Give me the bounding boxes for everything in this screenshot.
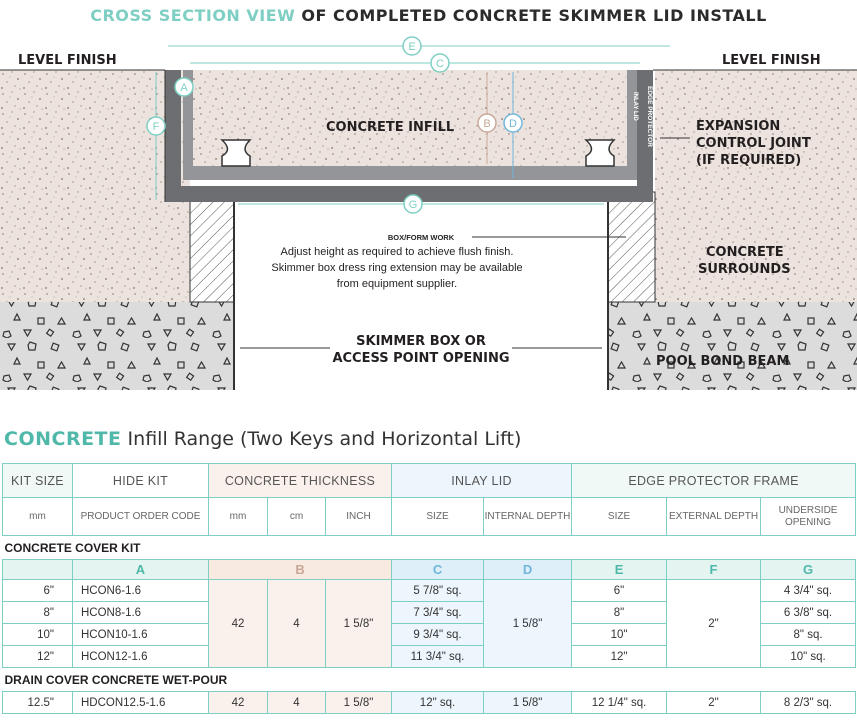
sub-lid-depth: INTERNAL DEPTH xyxy=(484,498,572,536)
cover-code: HCON8-1.6 xyxy=(73,602,209,624)
expansion-line-1: EXPANSION xyxy=(696,119,781,134)
form-work-right xyxy=(608,192,655,302)
table-row xyxy=(3,580,856,602)
cover-frame-size: 6" xyxy=(572,580,667,602)
surrounds-line-2: SURROUNDS xyxy=(698,262,791,277)
drain-under-open: 8 2/3" sq. xyxy=(761,692,856,714)
header-edge-frame: EDGE PROTECTOR FRAME xyxy=(572,464,856,498)
cover-under-open: 6 3/8" sq. xyxy=(761,602,856,624)
cover-thickness-cm: 4 xyxy=(268,580,326,668)
cover-frame-size: 12" xyxy=(572,646,667,668)
header-row xyxy=(3,464,856,498)
drain-lid-depth: 1 5/8" xyxy=(484,692,572,714)
cover-ext-depth: 2" xyxy=(667,580,761,668)
box-note-line-2: Skimmer box dress ring extension may be available xyxy=(271,262,523,274)
marker-c-label: C xyxy=(436,58,444,70)
subheader-row xyxy=(3,498,856,536)
cover-thickness-mm: 42 xyxy=(209,580,268,668)
concrete-infill-label: CONCRETE INFILL xyxy=(326,120,455,135)
box-note-line-3: from equipment supplier. xyxy=(336,278,458,290)
cover-code: HCON6-1.6 xyxy=(73,580,209,602)
drain-thickness-inch: 1 5/8" xyxy=(326,692,392,714)
cover-lid-size: 5 7/8" sq. xyxy=(392,580,484,602)
sub-th-inch: INCH xyxy=(326,498,392,536)
cover-lid-size: 11 3/4" sq. xyxy=(392,646,484,668)
letter-e: E xyxy=(572,560,667,580)
drain-lid-size: 12" sq. xyxy=(392,692,484,714)
surrounds-line-1: CONCRETE xyxy=(706,245,784,260)
marker-f-label: F xyxy=(152,121,160,133)
cover-lid-size: 9 3/4" sq. xyxy=(392,624,484,646)
title-rest: OF COMPLETED CONCRETE SKIMMER LID INSTALL xyxy=(301,6,767,25)
drain-thickness-mm: 42 xyxy=(209,692,268,714)
section-drain-label: DRAIN COVER CONCRETE WET-POUR xyxy=(3,668,856,692)
marker-g-label: G xyxy=(408,199,418,211)
infill-heading-accent: CONCRETE xyxy=(4,428,122,450)
cover-kit-size: 10" xyxy=(3,624,73,646)
letter-blank xyxy=(3,560,73,580)
opening-line-1: SKIMMER BOX OR xyxy=(356,334,486,349)
box-note-line-1: Adjust height as required to achieve flush finish. xyxy=(280,246,514,258)
sub-ext-depth: EXTERNAL DEPTH xyxy=(667,498,761,536)
cover-thickness-inch: 1 5/8" xyxy=(326,580,392,668)
cover-under-open: 4 3/4" sq. xyxy=(761,580,856,602)
sub-under-open: UNDERSIDE OPENING xyxy=(761,498,856,536)
bond-beam-label: POOL BOND BEAM xyxy=(656,354,790,369)
letter-d: D xyxy=(484,560,572,580)
marker-d-label: D xyxy=(509,118,517,130)
key-left xyxy=(222,140,250,166)
sub-mm: mm xyxy=(3,498,73,536)
expansion-line-2: CONTROL JOINT xyxy=(696,136,811,151)
sub-frame-size: SIZE xyxy=(572,498,667,536)
cover-code: HCON10-1.6 xyxy=(73,624,209,646)
title-accent: CROSS SECTION VIEW xyxy=(90,6,296,25)
sub-product-code: PRODUCT ORDER CODE xyxy=(73,498,209,536)
level-finish-left: LEVEL FINISH xyxy=(18,53,117,68)
cover-lid-size: 7 3/4" sq. xyxy=(392,602,484,624)
cover-frame-size: 8" xyxy=(572,602,667,624)
letter-f: F xyxy=(667,560,761,580)
concrete-infill xyxy=(193,70,627,166)
drain-frame-size: 12 1/4" sq. xyxy=(572,692,667,714)
spec-table xyxy=(2,463,856,714)
drain-ext-depth: 2" xyxy=(667,692,761,714)
header-kit-size: KIT SIZE xyxy=(3,464,73,498)
cover-lid-depth: 1 5/8" xyxy=(484,580,572,668)
drain-thickness-cm: 4 xyxy=(268,692,326,714)
form-work-left xyxy=(190,192,234,302)
key-right xyxy=(586,140,614,166)
cover-frame-size: 10" xyxy=(572,624,667,646)
concrete-surround-left xyxy=(0,70,190,302)
cover-kit-size: 8" xyxy=(3,602,73,624)
expansion-line-3: (IF REQUIRED) xyxy=(696,153,802,168)
letter-g: G xyxy=(761,560,856,580)
cover-kit-size: 6" xyxy=(3,580,73,602)
bond-beam-right xyxy=(608,302,857,390)
sub-th-cm: cm xyxy=(268,498,326,536)
letter-row xyxy=(3,560,856,580)
marker-b-label: B xyxy=(483,118,491,130)
sub-th-mm: mm xyxy=(209,498,268,536)
letter-c: C xyxy=(392,560,484,580)
level-finish-right: LEVEL FINISH xyxy=(722,53,821,68)
cover-kit-size: 12" xyxy=(3,646,73,668)
sub-lid-size: SIZE xyxy=(392,498,484,536)
section-row-cover xyxy=(3,536,856,560)
drain-kit-size: 12.5" xyxy=(3,692,73,714)
bond-beam-left xyxy=(0,302,234,390)
cover-under-open: 8" sq. xyxy=(761,624,856,646)
header-hide-kit: HIDE KIT xyxy=(73,464,209,498)
header-inlay-lid: INLAY LID xyxy=(392,464,572,498)
marker-e-label: E xyxy=(408,41,416,53)
edge-protector-label: EDGE PROTECTOR xyxy=(646,86,653,147)
diagram-title xyxy=(0,6,857,25)
infill-heading-rest: Infill Range (Two Keys and Horizontal Lift) xyxy=(127,428,522,450)
cover-code: HCON12-1.6 xyxy=(73,646,209,668)
header-concrete-thickness: CONCRETE THICKNESS xyxy=(209,464,392,498)
inlay-lid-label: INLAY LID xyxy=(632,92,638,121)
letter-b: B xyxy=(209,560,392,580)
box-form-work-label: BOX/FORM WORK xyxy=(387,233,455,242)
section-cover-label: CONCRETE COVER KIT xyxy=(3,536,856,560)
infill-heading xyxy=(4,428,521,450)
opening-line-2: ACCESS POINT OPENING xyxy=(332,351,510,366)
cross-section-diagram xyxy=(0,30,857,390)
drain-code: HDCON12.5-1.6 xyxy=(73,692,209,714)
letter-a: A xyxy=(73,560,209,580)
section-row-drain xyxy=(3,668,856,692)
marker-a-label: A xyxy=(180,82,188,94)
cover-under-open: 10" sq. xyxy=(761,646,856,668)
table-row xyxy=(3,692,856,714)
